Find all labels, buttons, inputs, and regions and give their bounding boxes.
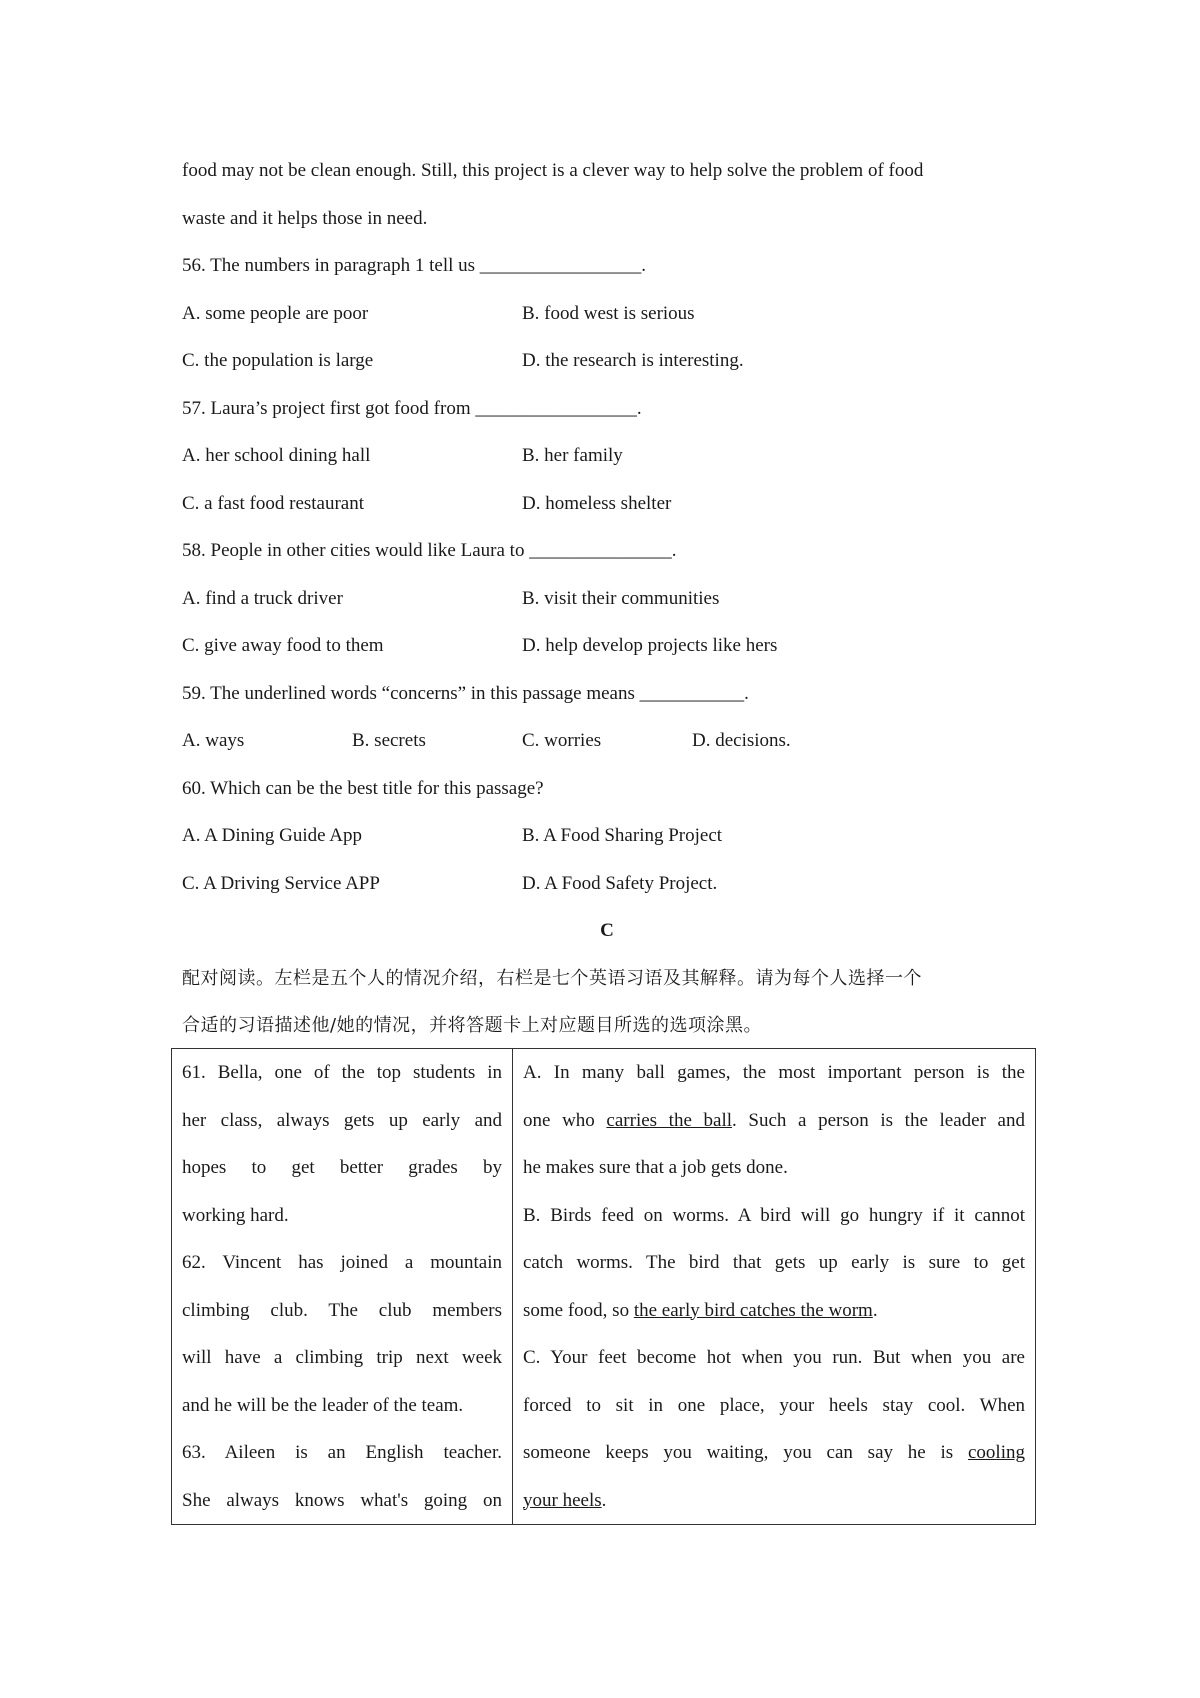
idiom-line: A. In many ball games, the most important person is the (523, 1062, 1025, 1083)
idiom-line (523, 1287, 1025, 1335)
idiom-text: . (601, 1489, 607, 1511)
option-c: C. a fast food restaurant (182, 492, 365, 514)
person-line: will have a climbing trip next week (182, 1347, 502, 1368)
idiom-line (523, 1429, 1025, 1477)
idiom-line: B. Birds feed on worms. A bird will go hungry if it cannot (523, 1204, 1025, 1226)
options-row (182, 812, 1032, 860)
people-column (172, 1049, 513, 1525)
idiom-line: C. Your feet become hot when you run. But when you are (523, 1347, 1025, 1368)
idioms-column (513, 1049, 1036, 1525)
question-stem: 59. The underlined words “concerns” in this passage means ___________. (182, 682, 749, 704)
options-row (182, 432, 1032, 480)
person-line: 62. Vincent has joined a mountain (182, 1252, 502, 1273)
document-body (182, 147, 1032, 1050)
idiom-line (523, 1097, 1025, 1145)
idiom-text: someone keeps you waiting, you can say he is (523, 1442, 968, 1463)
idiom-line: he makes sure that a job gets done. (523, 1157, 788, 1178)
idiom-text: . (872, 1299, 878, 1321)
option-c: C. A Driving Service APP (182, 872, 380, 894)
option-a: A. her school dining hall (182, 445, 371, 466)
question-stem: 57. Laura’s project first got food from _________________. (182, 397, 642, 419)
person-line: her class, always gets up early and (182, 1109, 502, 1131)
idiom-line: forced to sit in one place, your heels stay cool. When (523, 1394, 1025, 1416)
option-b: B. visit their communities (522, 587, 720, 609)
question-60 (182, 765, 1032, 908)
options-row (182, 860, 1032, 908)
option-d: D. the research is interesting. (522, 350, 744, 371)
option-a: A. A Dining Guide App (182, 825, 362, 846)
passage-line: waste and it helps those in need. (182, 207, 428, 229)
person-line: 61. Bella, one of the top students in (182, 1062, 502, 1083)
person-line: and he will be the leader of the team. (182, 1394, 464, 1416)
person-line: hopes to get better grades by (182, 1157, 502, 1178)
idiom-text: . Such a person is the leader and (732, 1109, 1025, 1131)
person-line: climbing club. The club members (182, 1299, 502, 1321)
idiom-underlined: carries the ball (606, 1109, 733, 1131)
question-57 (182, 385, 1032, 528)
person-line: working hard. (182, 1204, 289, 1226)
options-row (182, 575, 1032, 623)
option-d: D. decisions. (692, 730, 791, 751)
question-56 (182, 242, 1032, 385)
option-a: A. find a truck driver (182, 587, 343, 609)
instruction-line: 合适的习语描述他/她的情况，并将答题卡上对应题目所选的选项涂黑。 (182, 1015, 763, 1036)
question-59 (182, 670, 1032, 765)
options-row (182, 480, 1032, 528)
instruction-line: 配对阅读。左栏是五个人的情况介绍，右栏是七个英语习语及其解释。请为每个人选择一个 (182, 967, 922, 989)
option-b: B. secrets (352, 730, 426, 751)
question-stem: 58. People in other cities would like Laura to _______________. (182, 540, 677, 561)
options-row (182, 337, 1032, 385)
idiom-underlined: the early bird catches the worm (633, 1299, 873, 1321)
option-d: D. homeless shelter (522, 492, 672, 514)
matching-table (171, 1048, 1036, 1525)
option-b: B. food west is serious (522, 302, 695, 324)
idiom-text: some food, so (523, 1299, 634, 1321)
question-58 (182, 527, 1032, 670)
question-stem: 60. Which can be the best title for this passage? (182, 777, 544, 799)
idiom-underlined: cooling (968, 1442, 1025, 1463)
option-c: C. give away food to them (182, 635, 384, 656)
option-c: C. worries (522, 730, 602, 751)
idiom-underlined: your heels (523, 1489, 602, 1511)
options-row (182, 622, 1032, 670)
passage-line: food may not be clean enough. Still, this project is a clever way to help solve the problem of food (182, 160, 924, 181)
option-d: D. help develop projects like hers (522, 635, 778, 656)
person-line: She always knows what's going on (182, 1489, 502, 1511)
idiom-text: one who (523, 1109, 607, 1131)
question-stem: 56. The numbers in paragraph 1 tell us _________________. (182, 255, 647, 276)
options-row (182, 290, 1032, 338)
idiom-line: catch worms. The bird that gets up early is sure to get (523, 1252, 1025, 1273)
option-b: B. her family (522, 445, 623, 466)
person-line: 63. Aileen is an English teacher. (182, 1442, 502, 1463)
option-b: B. A Food Sharing Project (522, 825, 723, 846)
option-d: D. A Food Safety Project. (522, 872, 718, 894)
options-row (182, 717, 1032, 765)
idiom-line (523, 1477, 1025, 1525)
option-a: A. some people are poor (182, 302, 369, 324)
option-a: A. ways (182, 730, 245, 751)
option-c: C. the population is large (182, 350, 374, 371)
section-heading: C (600, 920, 614, 941)
